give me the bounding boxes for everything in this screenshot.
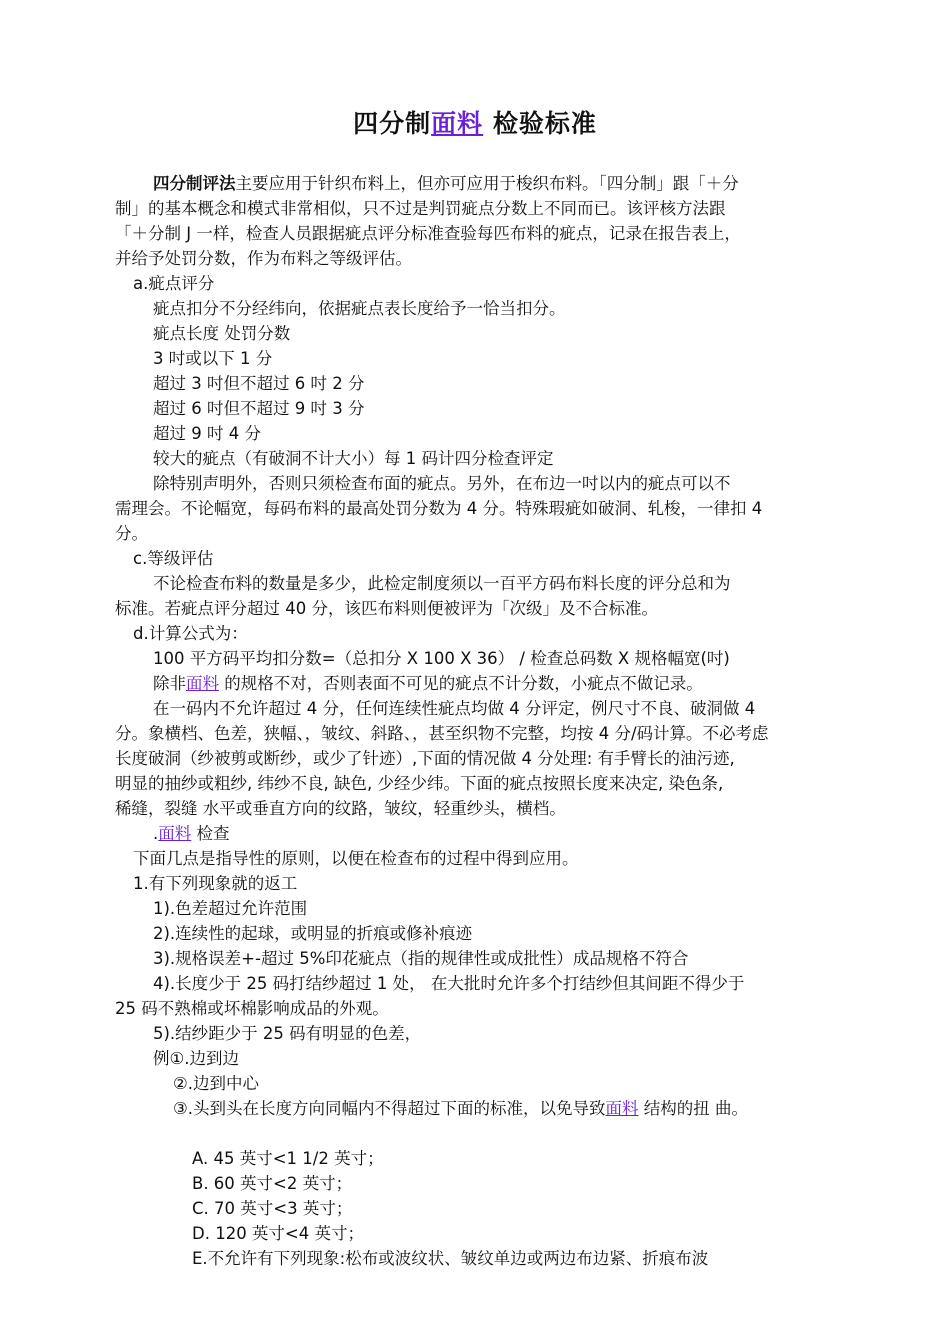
inspection-intro: 下面几点是指导性的原则，以便在检查布的过程中得到应用。	[133, 849, 579, 868]
rework-item: 3).规格误差+-超过 5%印花疵点（指的规律性或成批性）成品规格不符合	[153, 949, 689, 968]
example-item: 例①.边到边	[153, 1049, 240, 1068]
penalty-row: 超过 6 吋但不超过 9 吋 3 分	[153, 399, 365, 418]
intro-line-3: 「＋分制 J 一样，检查人员跟据疵点评分标准查验每匹布料的疵点，记录在报告表上，	[115, 224, 741, 243]
section-a-desc: 疵点扣分不分经纬向，依据疵点表长度给予一恰当扣分。	[153, 299, 566, 318]
penalty-table-header: 疵点长度 处罚分数	[153, 324, 291, 343]
title-prefix: 四分制	[353, 109, 432, 138]
section-d-heading: d.计算公式为：	[133, 624, 248, 643]
intro-line-2: 制」的基本概念和模式非常相似，只不过是判罚疵点分数上不同而已。该评核方法跟	[115, 199, 726, 218]
standard-item: B. 60 英寸<2 英寸；	[192, 1174, 353, 1193]
inspection-heading: .面料 检查	[153, 824, 230, 843]
rule-line: 除非面料 的规格不对，否则表面不可见的疵点不计分数，小疵点不做记录。	[153, 674, 703, 693]
example-item: ③.头到头在长度方向同幅内不得超过下面的标准，以免导致面料 结构的扭 曲。	[173, 1099, 749, 1118]
page-title	[0, 104, 950, 144]
standard-item: C. 70 英寸<3 英寸；	[192, 1199, 353, 1218]
title-suffix: 检验标准	[483, 109, 597, 138]
title-link-fabric[interactable]: 面料	[431, 109, 484, 138]
rework-item: 5).结纱距少于 25 码有明显的色差，	[153, 1024, 422, 1043]
penalty-row: 3 吋或以下 1 分	[153, 349, 273, 368]
section-d-para-line-1: 在一码内不允许超过 4 分，任何连续性疵点均做 4 分评定，例尺寸不良、破洞做 4	[153, 699, 756, 718]
section-c-heading: c.等级评估	[133, 549, 214, 568]
example-item: ②.边到中心	[173, 1074, 260, 1093]
section-a-heading: a.疵点评分	[133, 274, 215, 293]
section-a-para-line-1: 除特别声明外，否则只须检查布面的疵点。另外，在布边一吋以内的疵点可以不	[153, 474, 731, 493]
section-c-line-2: 标准。若疵点评分超过 40 分，该匹布料则便被评为「次级」及不合标准。	[115, 599, 658, 618]
section-d-para-line-3: 长度破洞（纱被剪或断纱，或少了针迹）,下面的情况做 4 分处理: 有手臂长的油污迹,	[115, 749, 735, 768]
fabric-link[interactable]: 面料	[605, 1099, 639, 1118]
rework-heading: 1.有下列现象就的返工	[133, 874, 298, 893]
rework-item: 1).色差超过允许范围	[153, 899, 308, 918]
intro-line-1: 四分制评法主要应用于针织布料上，但亦可应用于梭织布料。「四分制」跟「＋分	[153, 174, 739, 193]
large-defect-note: 较大的疵点（有破洞不计大小）每 1 码计四分检查评定	[153, 449, 554, 468]
intro-line-4: 并给予处罚分数，作为布料之等级评估。	[115, 249, 412, 268]
section-d-para-line-4: 明显的抽纱或粗纱, 纬纱不良, 缺色, 少经少纬。下面的疵点按照长度来决定, 染色条,	[115, 774, 724, 793]
rework-item: 2).连续性的起球，或明显的折痕或修补痕迹	[153, 924, 473, 943]
section-a-para-line-2: 需理会。不论幅宽，每码布料的最高处罚分数为 4 分。特殊瑕疵如破洞、轧梭，一律扣 4	[115, 499, 763, 518]
section-a-para-line-3: 分。	[115, 524, 148, 543]
fabric-link[interactable]: 面料	[186, 674, 219, 693]
penalty-row: 超过 9 吋 4 分	[153, 424, 261, 443]
standard-item: A. 45 英寸<1 1/2 英寸；	[192, 1149, 384, 1168]
standard-item: E.不允许有下列现象:松布或波纹状、皱纹单边或两边布边紧、折痕布波	[192, 1249, 709, 1268]
formula: 100 平方码平均扣分数=（总扣分 X 100 X 36） / 检查总码数 X 规格幅宽(吋)	[153, 649, 730, 668]
penalty-row: 超过 3 吋但不超过 6 吋 2 分	[153, 374, 365, 393]
fabric-link[interactable]: 面料	[158, 824, 192, 843]
section-d-para-line-2: 分。象横档、色差，狭幅、，皱纹、斜路、，甚至织物不完整，均按 4 分/码计算。不必考虑	[115, 724, 769, 743]
rework-item-continued: 25 码不熟棉或坏棉影响成品的外观。	[115, 999, 389, 1018]
standard-item: D. 120 英寸<4 英寸；	[192, 1224, 365, 1243]
section-d-para-line-5: 稀缝，裂缝 水平或垂直方向的纹路，皱纹，轻重纱头，横档。	[115, 799, 566, 818]
section-c-line-1: 不论检查布料的数量是多少，此检定制度须以一百平方码布料长度的评分总和为	[153, 574, 731, 593]
intro-bold-term: 四分制评法	[153, 174, 236, 193]
rework-item: 4).长度少于 25 码打结纱超过 1 处， 在大批时允许多个打结纱但其间距不得少于	[153, 974, 745, 993]
